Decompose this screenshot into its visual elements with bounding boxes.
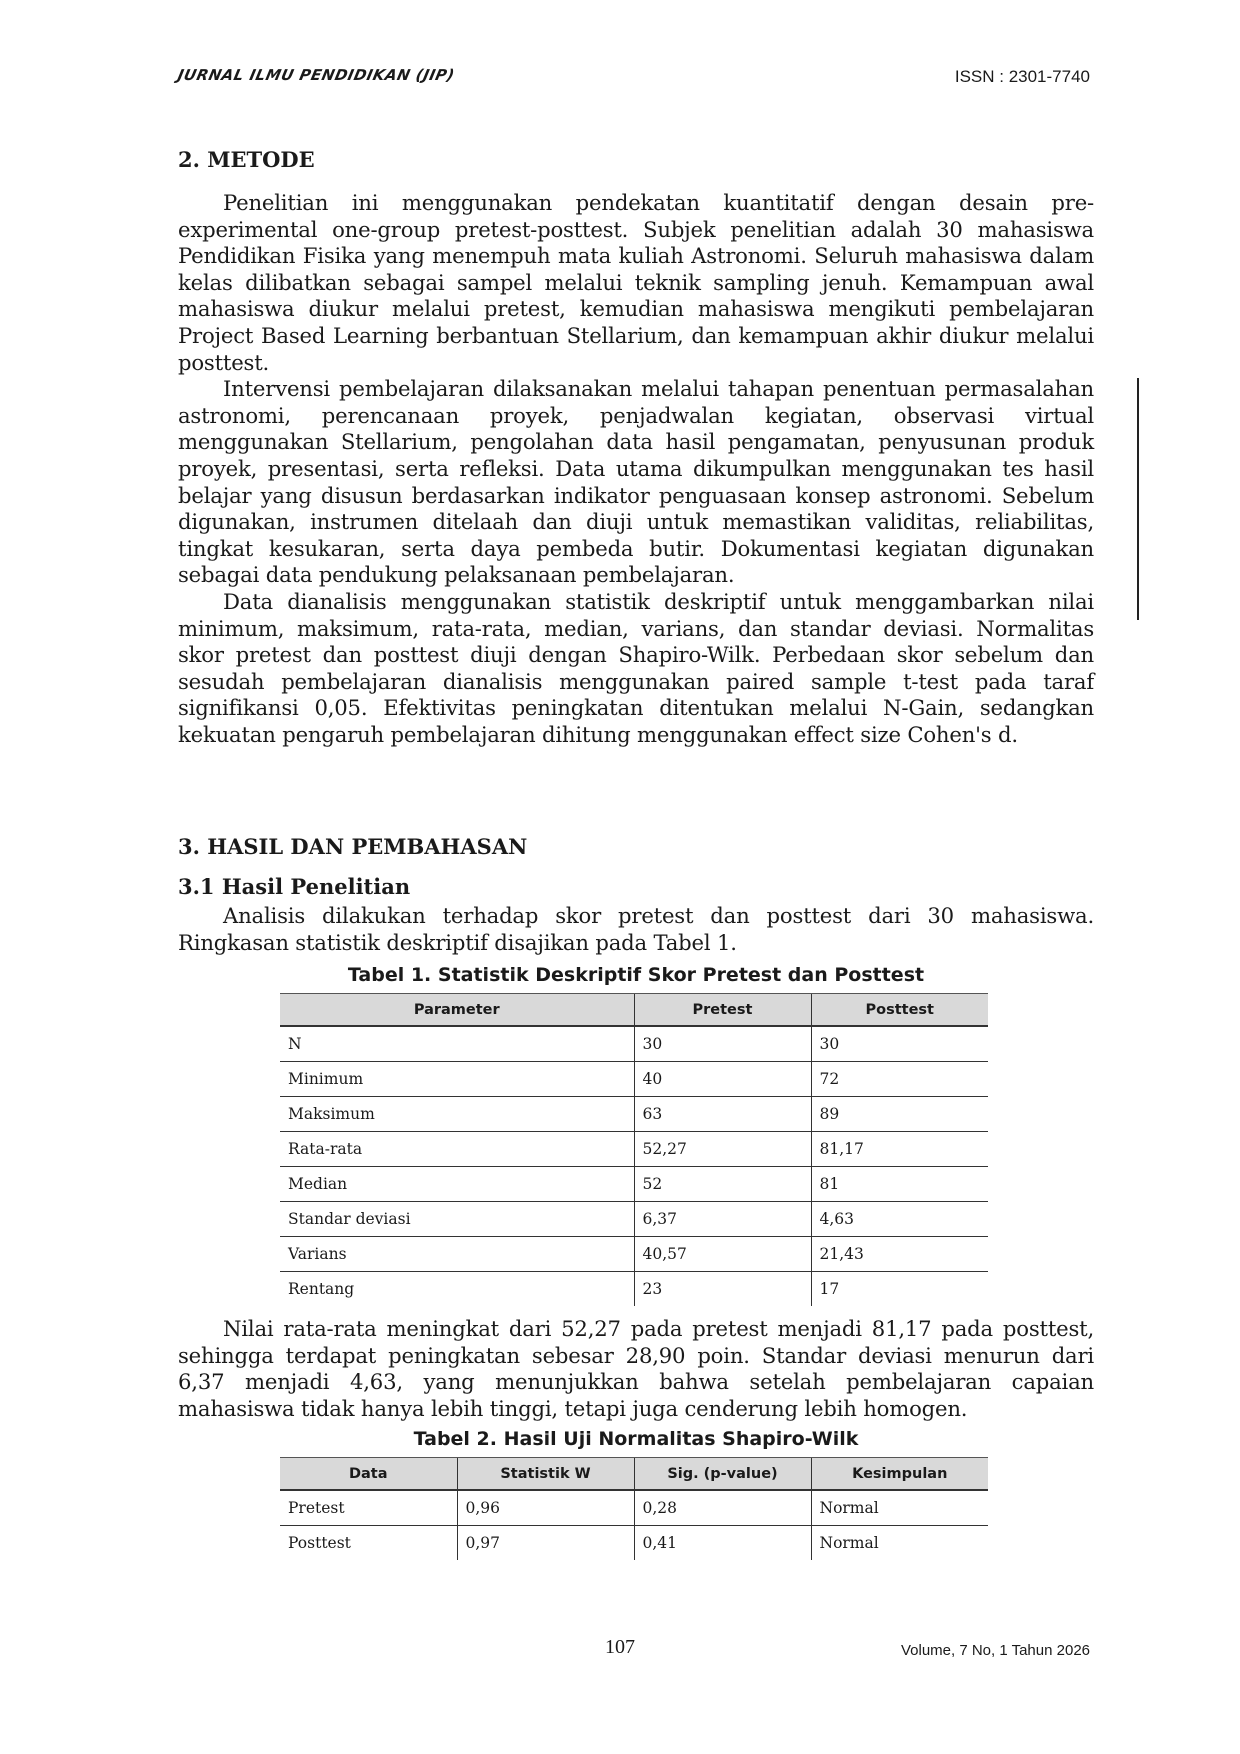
metode-body	[178, 190, 1094, 748]
column-header: Sig. (p-value)	[634, 1458, 811, 1491]
table-row	[280, 1026, 988, 1062]
section-heading-hasil: 3. HASIL DAN PEMBAHASAN	[178, 834, 528, 859]
table-row	[280, 1202, 988, 1237]
table-cell: 52,27	[634, 1132, 811, 1167]
table-cell: Minimum	[280, 1062, 634, 1097]
table1-caption: Tabel 1. Statistik Deskriptif Skor Pretest dan Posttest	[347, 964, 925, 986]
table-cell: Posttest	[288, 1534, 351, 1552]
paragraph: Penelitian ini menggunakan pendekatan kuantitatif dengan desain pre-experimental one-group pretest-posttest. Subjek penelitian adalah 30 mahasiswa Pendidikan Fisika yang menempuh mata kuliah Astronomi. Seluruh mahasiswa dalam kelas dilibatkan sebagai sampel melalui teknik sampling jenuh. Kemampuan awal mahasiswa diukur melalui pretest, kemudian mahasiswa mengikuti pembelajaran Project Based Learning berbantuan Stellarium, dan kemampuan akhir diukur melalui posttest.	[178, 190, 1094, 375]
table-row	[280, 1132, 988, 1167]
table-header-row	[280, 1458, 988, 1491]
table-cell: Normal	[811, 1526, 988, 1561]
table-cell: 21,43	[811, 1237, 988, 1272]
volume-info: Volume, 7 No, 1 Tahun 2026	[900, 1642, 1090, 1659]
hasil-intro	[178, 903, 1094, 956]
table-row	[280, 1167, 988, 1202]
table1	[280, 993, 988, 1306]
margin-change-bar	[1137, 378, 1139, 620]
table-cell: Maksimum	[280, 1097, 634, 1132]
table-cell: 30	[811, 1026, 988, 1062]
column-header: Kesimpulan	[811, 1458, 988, 1491]
journal-title: JURNAL ILMU PENDIDIKAN (JIP)	[176, 66, 457, 84]
table-row	[280, 1526, 988, 1561]
table-cell: Rentang	[288, 1280, 355, 1298]
table-cell: Median	[280, 1167, 634, 1202]
table-cell: 0,28	[634, 1490, 811, 1526]
table-row	[280, 1490, 988, 1526]
table2-caption: Tabel 2. Hasil Uji Normalitas Shapiro-Wilk	[413, 1428, 859, 1450]
table-cell: 0,41	[634, 1526, 811, 1561]
table-cell: 23	[634, 1272, 811, 1307]
table-row	[280, 1272, 988, 1307]
table-cell: 81,17	[811, 1132, 988, 1167]
table-cell: 89	[811, 1097, 988, 1132]
paragraph: Data dianalisis menggunakan statistik deskriptif untuk menggambarkan nilai minimum, maksimum, rata-rata, median, varians, dan standar deviasi. Normalitas skor pretest dan posttest diuji dengan Shapiro-Wilk. Perbedaan skor sebelum dan sesudah pembelajaran dianalisis menggunakan paired sample t-test pada taraf signifikansi 0,05. Efektivitas peningkatan ditentukan melalui N-Gain, sedangkan kekuatan pengaruh pembelajaran dihitung menggunakan effect size Cohen's d.	[178, 588, 1094, 747]
table-cell: 52	[634, 1167, 811, 1202]
paragraph: Nilai rata-rata meningkat dari 52,27 pada pretest menjadi 81,17 pada posttest, sehingga terdapat peningkatan sebesar 28,90 poin. Standar deviasi menurun dari 6,37 menjadi 4,63, yang menunjukkan bahwa setelah pembelajaran capaian mahasiswa tidak hanya lebih tinggi, tetapi juga cenderung lebih homogen.	[178, 1316, 1094, 1421]
page-number: 107	[605, 1636, 635, 1658]
issn: ISSN : 2301-7740	[954, 67, 1090, 86]
table-row	[280, 1062, 988, 1097]
table-cell: 6,37	[634, 1202, 811, 1237]
table-cell: Standar deviasi	[280, 1202, 634, 1237]
table-cell: Rata-rata	[280, 1132, 634, 1167]
section-heading-metode: 2. METODE	[178, 147, 315, 172]
table-cell: Varians	[280, 1237, 634, 1272]
table-cell: 40,57	[634, 1237, 811, 1272]
paragraph: Analisis dilakukan terhadap skor pretest dan posttest dari 30 mahasiswa. Ringkasan statistik deskriptif disajikan pada Tabel 1.	[178, 903, 1094, 955]
table-cell: Pretest	[280, 1490, 457, 1526]
table-cell: 30	[634, 1026, 811, 1062]
table-cell: 81	[811, 1167, 988, 1202]
table-cell: 0,97	[457, 1526, 634, 1561]
paragraph: Intervensi pembelajaran dilaksanakan melalui tahapan penentuan permasalahan astronomi, perencanaan proyek, penjadwalan kegiatan, observasi virtual menggunakan Stellarium, pengolahan data hasil pengamatan, penyusunan produk proyek, presentasi, serta refleksi. Data utama dikumpulkan menggunakan tes hasil belajar yang disusun berdasarkan indikator penguasaan konsep astronomi. Sebelum digunakan, instrumen ditelaah dan diuji untuk memastikan validitas, reliabilitas, tingkat kesukaran, serta daya pembeda butir. Dokumentasi kegiatan digunakan sebagai data pendukung pelaksanaan pembelajaran.	[178, 376, 1094, 588]
subsection-heading: 3.1 Hasil Penelitian	[178, 874, 411, 899]
column-header: Data	[280, 1458, 457, 1491]
column-header: Statistik W	[457, 1458, 634, 1491]
table-cell: N	[280, 1026, 634, 1062]
table-cell: 40	[634, 1062, 811, 1097]
table-row	[280, 1097, 988, 1132]
column-header: Pretest	[634, 994, 811, 1027]
table-cell: 0,96	[457, 1490, 634, 1526]
table-cell: 4,63	[811, 1202, 988, 1237]
table-cell: 17	[811, 1272, 988, 1307]
column-header: Parameter	[280, 994, 634, 1027]
table-cell: 63	[634, 1097, 811, 1132]
table-row	[280, 1237, 988, 1272]
hasil-discussion	[178, 1316, 1094, 1422]
column-header: Posttest	[811, 994, 988, 1027]
table-cell: 72	[811, 1062, 988, 1097]
table-cell: Normal	[811, 1490, 988, 1526]
table-header-row	[280, 994, 988, 1027]
table2	[280, 1457, 988, 1560]
